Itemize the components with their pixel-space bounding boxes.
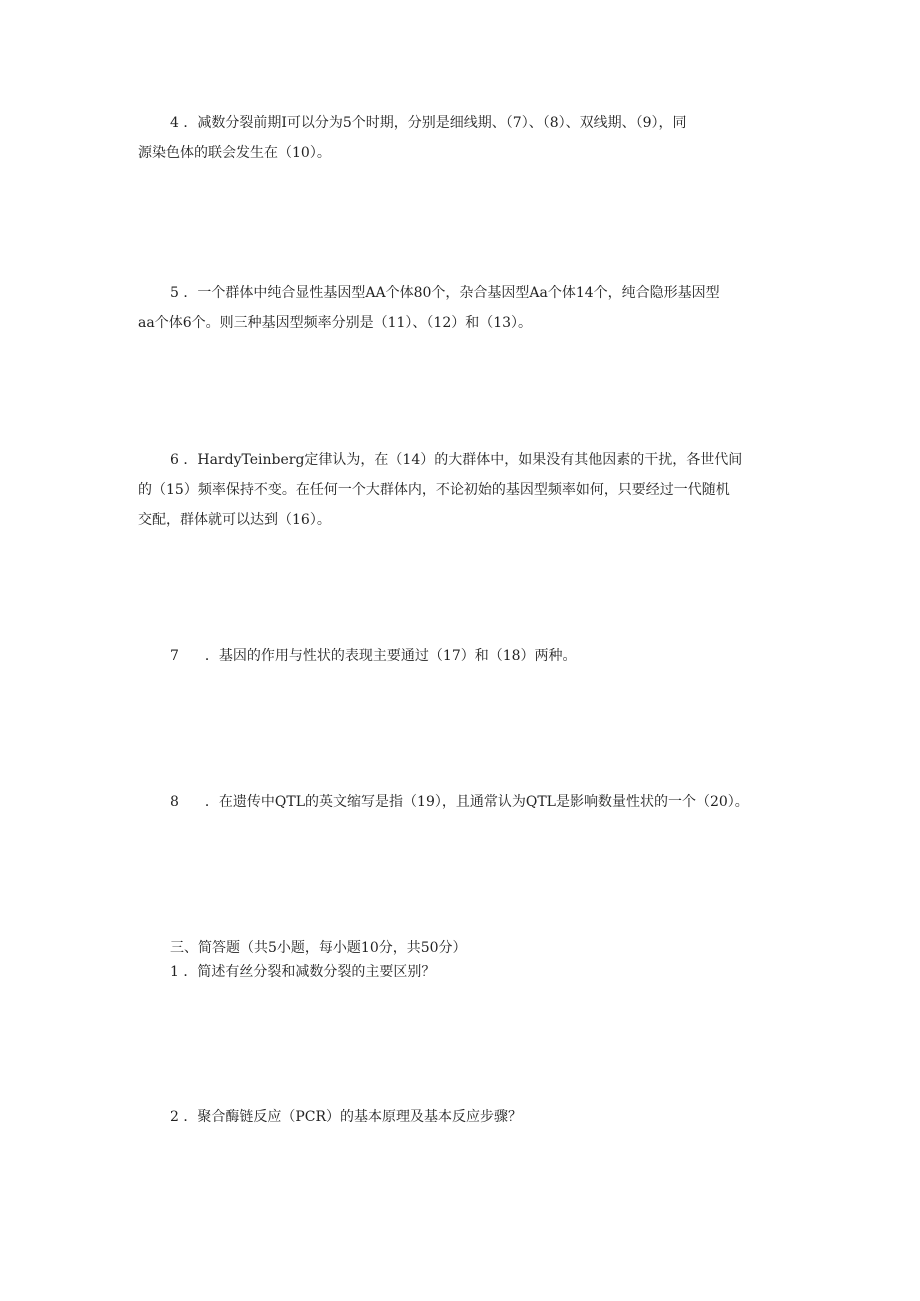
section-3 [138, 936, 798, 984]
question-number: 8 [170, 794, 179, 810]
question-number: 2 [170, 1109, 179, 1125]
question-7-line-1 [138, 641, 798, 671]
section-3-heading [138, 936, 798, 960]
question-number: 5 [170, 285, 179, 301]
question-text: ．简述有丝分裂和减数分裂的主要区别？ [183, 964, 436, 980]
question-8-line-1 [138, 787, 818, 817]
question-4-line-2: 源染色体的联会发生在（10）。 [138, 145, 331, 161]
question-text: ．在遗传中QTL的英文缩写是指（19），且通常认为QTL是影响数量性状的一个（20）。 [204, 794, 749, 810]
question-5-line-1 [138, 278, 798, 308]
question-5-line-2: aa个体6个。则三种基因型频率分别是（11）、（12）和（13）。 [138, 315, 533, 331]
question-6-line-3: 交配，群体就可以达到（16）。 [138, 512, 331, 528]
section-heading-text: 三、简答题（共5小题，每小题10分，共50分） [170, 940, 467, 956]
question-4 [138, 108, 798, 168]
section-3-question-2 [138, 1102, 798, 1132]
question-5 [138, 278, 798, 338]
question-6-line-1 [138, 445, 798, 475]
question-text: ．HardyTeinberg定律认为，在（14）的大群体中，如果没有其他因素的干扰，各世代间 [183, 452, 743, 468]
question-number: 4 [170, 115, 179, 131]
question-text: ．一个群体中纯合显性基因型AA个体80个，杂合基因型Aa个体14个，纯合隐形基因型 [183, 285, 720, 301]
section-3-question-1 [138, 960, 798, 984]
question-6 [138, 445, 798, 535]
question-8 [138, 787, 818, 817]
question-6-line-2: 的（15）频率保持不变。在任何一个大群体内，不论初始的基因型频率如何，只要经过一代随机 [138, 482, 730, 498]
question-text: ．聚合酶链反应（PCR）的基本原理及基本反应步骤？ [183, 1109, 523, 1125]
question-4-line-1 [138, 108, 798, 138]
question-number: 7 [170, 648, 179, 664]
question-number: 6 [170, 452, 179, 468]
question-number: 1 [170, 964, 179, 980]
question-7 [138, 641, 798, 671]
section-3-question-2-line [138, 1102, 798, 1132]
question-text: ．减数分裂前期Ⅰ可以分为5个时期，分别是细线期、（7）、（8）、双线期、（9），同 [183, 115, 687, 131]
question-text: ．基因的作用与性状的表现主要通过（17）和（18）两种。 [204, 648, 577, 664]
